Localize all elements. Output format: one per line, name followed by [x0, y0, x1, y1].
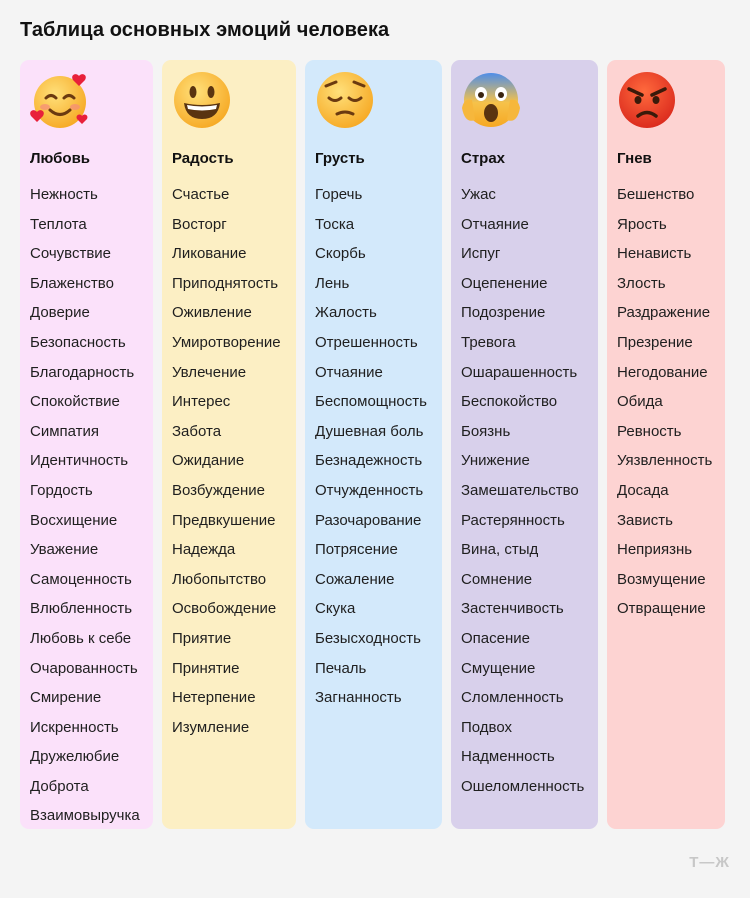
list-item: Тоска: [315, 215, 355, 233]
list-item: Лень: [315, 274, 350, 292]
list-item: Доверие: [30, 304, 90, 322]
list-item: Уважение: [30, 541, 99, 559]
column-heading-anger: Гнев: [617, 150, 652, 167]
list-item: Ожидание: [172, 452, 245, 470]
list-item: Интерес: [172, 393, 231, 411]
angry-face-icon: [615, 68, 679, 132]
list-item: Очарованность: [30, 659, 138, 677]
list-item: Ненависть: [617, 245, 692, 263]
emotion-list-fear: [461, 180, 584, 801]
list-item: Унижение: [461, 452, 530, 470]
list-item: Негодование: [617, 363, 708, 381]
list-item: Отрешенность: [315, 333, 418, 351]
list-item: Ужас: [461, 186, 496, 203]
list-item: Безнадежность: [315, 452, 423, 470]
list-item: Любопытство: [172, 570, 267, 588]
list-item: Сожаление: [315, 570, 395, 588]
list-item: Симпатия: [30, 422, 100, 440]
list-item: Беспомощность: [315, 393, 427, 411]
list-item: Оцепенение: [461, 274, 548, 292]
column-heading-love: Любовь: [30, 150, 91, 167]
list-item: Обида: [617, 393, 663, 411]
list-item: Беспокойство: [461, 393, 558, 411]
list-item: Растерянность: [461, 511, 565, 529]
list-item: Отчужденность: [315, 481, 424, 499]
list-item: Приятие: [172, 629, 232, 647]
list-item: Потрясение: [315, 541, 398, 559]
list-item: Застенчивость: [461, 600, 564, 618]
list-item: Зависть: [617, 511, 673, 529]
list-item: Изумление: [172, 718, 250, 736]
column-anger: [607, 60, 725, 829]
list-item: Нетерпение: [172, 689, 256, 707]
list-item: Возбуждение: [172, 481, 265, 499]
list-item: Душевная боль: [315, 422, 424, 440]
column-heading-fear: Страх: [461, 150, 506, 167]
emotions-table: [0, 60, 750, 829]
list-item: Замешательство: [461, 481, 579, 499]
list-item: Теплота: [30, 215, 87, 233]
emotion-list-joy: [172, 180, 281, 742]
list-item: Идентичность: [30, 452, 129, 470]
list-item: Счастье: [172, 186, 230, 203]
list-item: Надменность: [461, 748, 555, 766]
list-item: Самоценность: [30, 570, 132, 588]
list-item: Тревога: [461, 333, 516, 351]
column-heading-joy: Радость: [172, 150, 234, 167]
grinning-face-icon: [170, 68, 234, 132]
list-item: Печаль: [315, 659, 367, 677]
list-item: Принятие: [172, 659, 240, 677]
list-item: Ревность: [617, 422, 682, 440]
list-item: Вина, стыд: [461, 541, 539, 559]
list-item: Любовь к себе: [30, 629, 132, 647]
pensive-face-icon: [313, 68, 377, 132]
list-item: Доброта: [30, 777, 89, 795]
list-item: Ошеломленность: [461, 777, 585, 795]
list-item: Предвкушение: [172, 511, 276, 529]
list-item: Забота: [172, 422, 222, 440]
list-item: Смирение: [30, 689, 102, 707]
column-sadness: [305, 60, 442, 829]
screaming-face-icon: [459, 68, 523, 132]
list-item: Отвращение: [617, 600, 706, 618]
emotion-list-love: [30, 180, 140, 831]
list-item: Гордость: [30, 481, 93, 499]
list-item: Искренность: [30, 718, 119, 736]
list-item: Уязвленность: [617, 452, 713, 470]
list-item: Освобождение: [172, 600, 277, 618]
list-item: Испуг: [461, 245, 501, 263]
column-heading-sadness: Грусть: [315, 150, 365, 167]
list-item: Блаженство: [30, 274, 114, 292]
list-item: Опасение: [461, 629, 530, 647]
list-item: Жалость: [315, 304, 377, 322]
list-item: Приподнятость: [172, 274, 279, 292]
list-item: Сломленность: [461, 689, 564, 707]
column-joy: [162, 60, 296, 829]
list-item: Восхищение: [30, 511, 118, 529]
emotion-list-anger: [617, 180, 712, 624]
column-love: [20, 60, 153, 829]
list-item: Неприязнь: [617, 541, 693, 559]
list-item: Возмущение: [617, 570, 706, 588]
list-item: Загнанность: [315, 689, 402, 707]
list-item: Надежда: [172, 541, 236, 559]
list-item: Благодарность: [30, 363, 135, 381]
list-item: Взаимовыручка: [30, 807, 140, 825]
list-item: Оживление: [172, 304, 252, 322]
list-item: Восторг: [172, 215, 227, 233]
list-item: Бешенство: [617, 186, 695, 203]
list-item: Влюбленность: [30, 600, 133, 618]
list-item: Досада: [617, 481, 669, 499]
list-item: Спокойствие: [30, 393, 120, 411]
smiling-face-with-hearts-icon: [28, 68, 92, 132]
list-item: Безысходность: [315, 629, 421, 647]
list-item: Горечь: [315, 186, 363, 203]
list-item: Подозрение: [461, 304, 546, 322]
emotion-list-sadness: [315, 180, 427, 713]
list-item: Разочарование: [315, 511, 422, 529]
list-item: Ярость: [617, 215, 667, 233]
list-item: Умиротворение: [172, 333, 281, 351]
list-item: Нежность: [30, 186, 98, 203]
list-item: Скорбь: [315, 245, 366, 263]
column-fear: [451, 60, 598, 829]
list-item: Злость: [617, 274, 666, 292]
list-item: Ликование: [172, 245, 247, 263]
list-item: Скука: [315, 600, 356, 618]
list-item: Отчаяние: [315, 363, 383, 381]
list-item: Презрение: [617, 333, 693, 351]
list-item: Боязнь: [461, 422, 511, 440]
list-item: Подвох: [461, 718, 513, 736]
list-item: Раздражение: [617, 304, 711, 322]
list-item: Сомнение: [461, 570, 533, 588]
list-item: Ошарашенность: [461, 363, 578, 381]
list-item: Дружелюбие: [30, 748, 120, 766]
list-item: Отчаяние: [461, 215, 529, 233]
list-item: Увлечение: [172, 363, 247, 381]
list-item: Сочувствие: [30, 245, 112, 263]
list-item: Безопасность: [30, 333, 126, 351]
brand-logo: Т—Ж: [689, 854, 730, 871]
list-item: Смущение: [461, 659, 536, 677]
page-title: Таблица основных эмоций человека: [20, 19, 390, 41]
